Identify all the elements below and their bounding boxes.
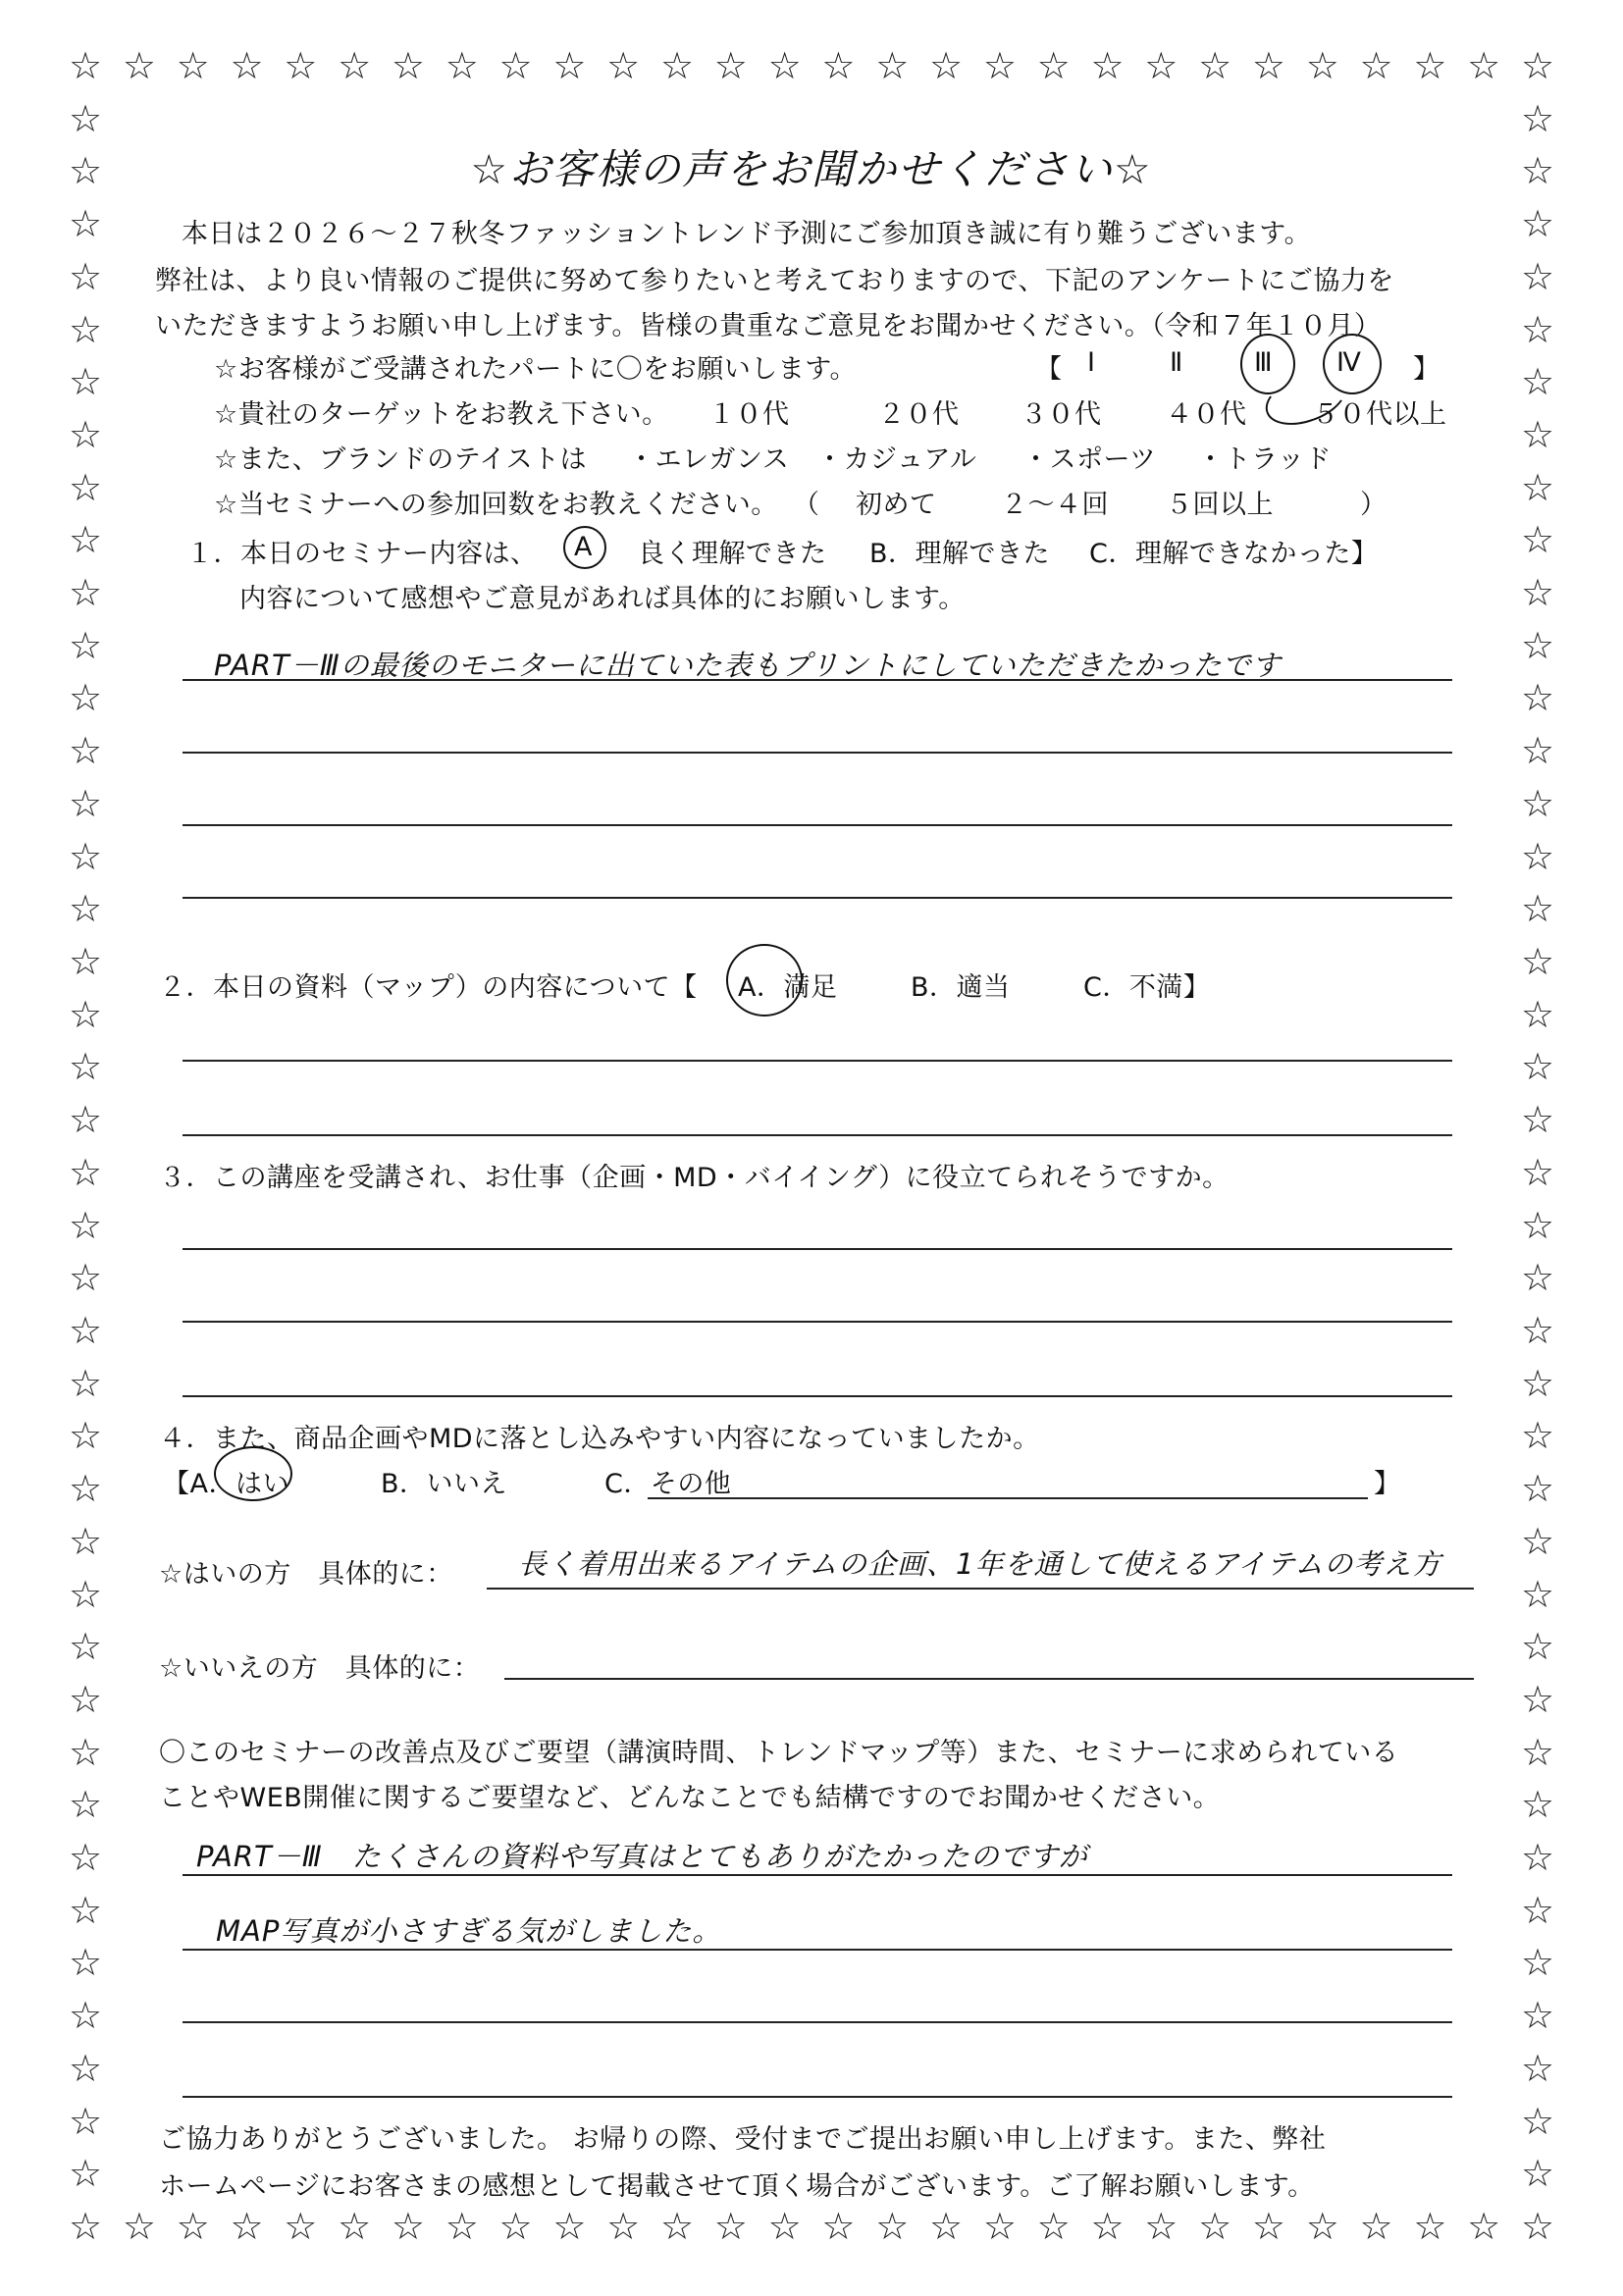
border-star-icon: ☆ [713,44,748,87]
border-star-icon: ☆ [1521,202,1555,246]
improve-line-rule-2 [183,1949,1452,1951]
border-star-icon: ☆ [1521,1203,1555,1247]
improve-line-rule-1 [183,1874,1452,1876]
border-star-icon: ☆ [1521,940,1555,984]
q2-answer-line-1 [183,1060,1452,1062]
border-star-icon: ☆ [69,1467,103,1511]
taste-option-trad[interactable]: ・トラッド [1197,444,1332,475]
border-star-icon: ☆ [1521,781,1555,825]
taste-option-sports[interactable]: ・スポーツ [1022,444,1157,475]
border-star-icon: ☆ [69,834,103,878]
border-star-icon: ☆ [1521,1677,1555,1721]
border-star-icon: ☆ [122,2205,156,2248]
border-star-icon: ☆ [1521,307,1555,351]
improve-line-rule-4 [183,2096,1452,2098]
border-star-icon: ☆ [69,96,103,140]
border-star-icon: ☆ [230,2205,264,2248]
border-star-icon: ☆ [1305,44,1339,87]
border-star-icon: ☆ [1305,2205,1339,2248]
border-star-icon: ☆ [122,44,156,87]
count-open: （ [793,490,820,520]
border-star-icon: ☆ [69,729,103,773]
border-star-icon: ☆ [1521,1414,1555,1458]
q1-answer-line-4 [183,897,1452,899]
border-star-icon: ☆ [69,1572,103,1616]
border-star-icon: ☆ [69,1625,103,1669]
footer-line-1: ご協力ありがとうございました。 お帰りの際、受付までご提出お願い申し上げます。また、弊社 [159,2124,1327,2155]
border-star-icon: ☆ [767,44,802,87]
border-star-icon: ☆ [1521,1994,1555,2038]
q1-question: １．本日のセミナー内容は、 [186,539,538,569]
q1-option-a-text[interactable]: 良く理解できた [638,539,827,569]
improve-answer-2: MAP写真が小さすぎる気がしました。 [216,1914,722,1948]
part-bracket-open: 【 [1035,354,1063,385]
border-star-icon: ☆ [445,2205,479,2248]
q2-option-a[interactable]: A．満足 [738,972,838,1003]
border-star-icon: ☆ [982,44,1017,87]
border-star-icon: ☆ [498,44,533,87]
border-star-icon: ☆ [69,1519,103,1563]
border-star-icon: ☆ [69,1730,103,1774]
border-star-icon: ☆ [1521,1098,1555,1142]
border-star-icon: ☆ [69,887,103,931]
border-star-icon: ☆ [552,2205,587,2248]
border-star-icon: ☆ [1521,1361,1555,1405]
border-star-icon: ☆ [176,44,210,87]
border-star-icon: ☆ [1521,44,1555,87]
border-star-icon: ☆ [1413,44,1447,87]
no-detail-label: ☆いいえの方 具体的に： [159,1653,481,1684]
part-option-3[interactable]: Ⅲ [1254,347,1274,378]
border-star-icon: ☆ [69,44,103,87]
part-label: ☆お客様がご受講されたパートに〇をお願いします。 [214,354,858,385]
target-option-30s[interactable]: ３０代 [1021,399,1102,430]
border-star-icon: ☆ [69,202,103,246]
count-option-5plus[interactable]: ５回以上 [1166,490,1274,520]
border-star-icon: ☆ [284,2205,318,2248]
border-star-icon: ☆ [875,2205,910,2248]
border-star-icon: ☆ [1251,44,1285,87]
part-option-1[interactable]: Ⅰ [1087,347,1096,378]
border-star-icon: ☆ [69,1836,103,1880]
border-star-icon: ☆ [1521,1150,1555,1194]
q3-question: ３．この講座を受講され、お仕事（企画・MD・バイイング）に役立てられそうですか。 [159,1163,1230,1193]
border-star-icon: ☆ [69,1256,103,1300]
border-star-icon: ☆ [69,254,103,298]
border-star-icon: ☆ [1521,149,1555,193]
border-star-icon: ☆ [1251,2205,1285,2248]
intro-line-2: 弊社は、より良い情報のご提供に努めて参りたいと考えておりますので、下記のアンケートにご協力を [155,266,1394,296]
border-star-icon: ☆ [69,1783,103,1827]
border-star-icon: ☆ [1521,887,1555,931]
border-star-icon: ☆ [1521,1572,1555,1616]
target-label: ☆貴社のターゲットをお教え下さい。 [214,399,669,430]
border-star-icon: ☆ [69,518,103,562]
no-detail-line[interactable] [504,1678,1474,1680]
border-star-icon: ☆ [69,2205,103,2248]
border-star-icon: ☆ [69,2046,103,2090]
border-star-icon: ☆ [69,1098,103,1142]
border-star-icon: ☆ [69,781,103,825]
border-star-icon: ☆ [929,44,964,87]
q1-answer-line-3 [183,824,1452,826]
taste-label: ☆また、ブランドのテイストは [214,444,588,475]
border-star-icon: ☆ [1521,1783,1555,1827]
border-star-icon: ☆ [1521,1836,1555,1880]
border-star-icon: ☆ [1521,1730,1555,1774]
border-star-icon: ☆ [659,44,695,87]
part-bracket-close: 】 [1413,354,1440,385]
border-star-icon: ☆ [1144,2205,1178,2248]
border-star-icon: ☆ [1521,360,1555,404]
border-star-icon: ☆ [659,2205,695,2248]
count-label: ☆当セミナーへの参加回数をお教えください。 [214,490,778,520]
border-star-icon: ☆ [69,1994,103,2038]
border-star-icon: ☆ [1521,1467,1555,1511]
target-option-10s[interactable]: １０代 [708,399,790,430]
taste-option-elegance[interactable]: ・エレガンス [628,444,790,475]
target-option-20s[interactable]: ２０代 [878,399,960,430]
improve-line-rule-3 [183,2021,1452,2023]
q2-a-circle [726,944,803,1017]
border-star-icon: ☆ [1521,518,1555,562]
count-option-first[interactable]: 初めて [856,490,937,520]
border-star-icon: ☆ [69,992,103,1036]
count-close: ） [1360,490,1387,520]
border-star-icon: ☆ [69,571,103,615]
border-star-icon: ☆ [821,44,856,87]
border-star-icon: ☆ [875,44,910,87]
border-star-icon: ☆ [69,2099,103,2143]
border-star-icon: ☆ [391,2205,425,2248]
border-star-icon: ☆ [1198,2205,1232,2248]
part-option-2[interactable]: Ⅱ [1170,347,1183,378]
q2-answer-line-2 [183,1134,1452,1136]
border-star-icon: ☆ [1467,2205,1501,2248]
border-star-icon: ☆ [230,44,264,87]
q1-option-c[interactable]: C．理解できなかった】 [1089,539,1379,569]
q1-answer-line-1 [183,679,1452,681]
border-star-icon: ☆ [1521,465,1555,509]
page-title: ☆お客様の声をお聞かせください☆ [470,145,1153,193]
border-star-icon: ☆ [767,2205,802,2248]
border-star-icon: ☆ [606,44,641,87]
border-star-icon: ☆ [445,44,479,87]
border-star-icon: ☆ [1036,44,1071,87]
q2-option-c[interactable]: C．不満】 [1083,972,1211,1003]
border-star-icon: ☆ [176,2205,210,2248]
border-star-icon: ☆ [1413,2205,1447,2248]
border-star-icon: ☆ [1359,2205,1393,2248]
q1-sub: 内容について感想やご意見があれば具体的にお願いします。 [239,584,966,614]
border-star-icon: ☆ [1521,2099,1555,2143]
border-star-icon: ☆ [69,1677,103,1721]
border-star-icon: ☆ [1521,254,1555,298]
yes-detail-line[interactable] [487,1588,1474,1590]
improve-answer-1: PART－Ⅲ たくさんの資料や写真はとてもありがたかったのですが [196,1840,1088,1873]
border-star-icon: ☆ [69,940,103,984]
border-star-icon: ☆ [1521,96,1555,140]
border-star-icon: ☆ [338,44,372,87]
border-star-icon: ☆ [69,1203,103,1247]
border-star-icon: ☆ [69,1308,103,1352]
border-star-icon: ☆ [1521,1045,1555,1089]
border-star-icon: ☆ [1521,729,1555,773]
q1-a-circle [563,526,606,569]
q2-option-b[interactable]: B．適当 [911,972,1011,1003]
border-star-icon: ☆ [1090,44,1125,87]
border-star-icon: ☆ [1467,44,1501,87]
border-star-icon: ☆ [1036,2205,1071,2248]
q2-question: ２．本日の資料（マップ）の内容について【 [159,972,698,1003]
border-star-icon: ☆ [1521,1888,1555,1932]
border-star-icon: ☆ [552,44,587,87]
improve-line-1: 〇このセミナーの改善点及びご要望（講演時間、トレンドマップ等）また、セミナーに求められている [159,1738,1399,1768]
border-star-icon: ☆ [69,1414,103,1458]
border-star-icon: ☆ [69,1888,103,1932]
border-star-icon: ☆ [69,412,103,456]
q1-option-b[interactable]: B．理解できた [869,539,1051,569]
q1-option-a[interactable]: A [574,532,593,562]
border-star-icon: ☆ [1521,2046,1555,2090]
yes-detail-answer: 長く着用出来るアイテムの企画、1年を通して使えるアイテムの考え方 [518,1547,1442,1581]
border-star-icon: ☆ [1521,1256,1555,1300]
footer-line-2: ホームページにお客さまの感想として掲載させて頂く場合がございます。ご了解お願いします。 [159,2171,1315,2202]
border-star-icon: ☆ [1521,2152,1555,2196]
border-star-icon: ☆ [391,44,425,87]
border-star-icon: ☆ [929,2205,964,2248]
border-star-icon: ☆ [606,2205,641,2248]
border-star-icon: ☆ [1521,571,1555,615]
border-star-icon: ☆ [69,149,103,193]
q4-option-a[interactable]: 【A．はい [163,1469,289,1499]
q4-question: ４．また、商品企画やMDに落とし込みやすい内容になっていましたか。 [159,1424,1040,1454]
border-star-icon: ☆ [69,1361,103,1405]
border-star-icon: ☆ [338,2205,372,2248]
border-star-icon: ☆ [821,2205,856,2248]
border-star-icon: ☆ [1144,44,1178,87]
border-star-icon: ☆ [1521,1625,1555,1669]
taste-option-casual[interactable]: ・カジュアル [816,444,977,475]
border-star-icon: ☆ [1090,2205,1125,2248]
q4-option-b[interactable]: B．いいえ [381,1469,508,1499]
count-option-2to4[interactable]: ２～４回 [1001,490,1109,520]
q3-answer-line-2 [183,1321,1452,1323]
border-star-icon: ☆ [1521,2205,1555,2248]
border-star-icon: ☆ [69,1045,103,1089]
yes-detail-label: ☆はいの方 具体的に： [159,1559,453,1590]
border-star-icon: ☆ [69,1150,103,1194]
q4-other-line[interactable] [648,1497,1368,1499]
border-star-icon: ☆ [69,676,103,720]
border-star-icon: ☆ [713,2205,748,2248]
intro-line-1: 本日は２０２６～２７秋冬ファッショントレンド予測にご参加頂き誠に有り難うございます。 [182,219,1312,249]
q4-close: 】 [1374,1469,1401,1499]
border-star-icon: ☆ [284,44,318,87]
intro-line-3: いただきますようお願い申し上げます。皆様の貴重なご意見をお聞かせください。（令和７年１０月） [155,311,1382,341]
border-star-icon: ☆ [1521,1308,1555,1352]
q3-answer-line-3 [183,1395,1452,1397]
q3-answer-line-1 [183,1248,1452,1250]
border-star-icon: ☆ [1198,44,1232,87]
border-star-icon: ☆ [69,1941,103,1985]
q1-answer-line-2 [183,752,1452,754]
border-star-icon: ☆ [69,360,103,404]
q1-answer: PART－Ⅲの最後のモニターに出ていた表もプリントにしていただきたかったです [214,649,1282,682]
border-star-icon: ☆ [69,623,103,667]
border-star-icon: ☆ [69,307,103,351]
part-option-4[interactable]: Ⅳ [1336,347,1362,378]
border-star-icon: ☆ [498,2205,533,2248]
border-star-icon: ☆ [69,465,103,509]
border-star-icon: ☆ [69,2152,103,2196]
border-star-icon: ☆ [1521,992,1555,1036]
target-option-40s[interactable]: ４０代 [1166,399,1247,430]
border-star-icon: ☆ [1521,1519,1555,1563]
border-star-icon: ☆ [1521,1941,1555,1985]
q4-option-c[interactable]: C．その他 [604,1469,732,1499]
border-star-icon: ☆ [1521,412,1555,456]
q4-a-circle [214,1446,292,1501]
border-star-icon: ☆ [1521,834,1555,878]
border-star-icon: ☆ [1521,676,1555,720]
target-option-50s[interactable]: ５０代以上 [1312,399,1447,430]
border-star-icon: ☆ [1521,623,1555,667]
border-star-icon: ☆ [982,2205,1017,2248]
improve-line-2: ことやWEB開催に関するご要望など、どんなことでも結構ですのでお聞かせください。 [159,1783,1221,1813]
border-star-icon: ☆ [1359,44,1393,87]
